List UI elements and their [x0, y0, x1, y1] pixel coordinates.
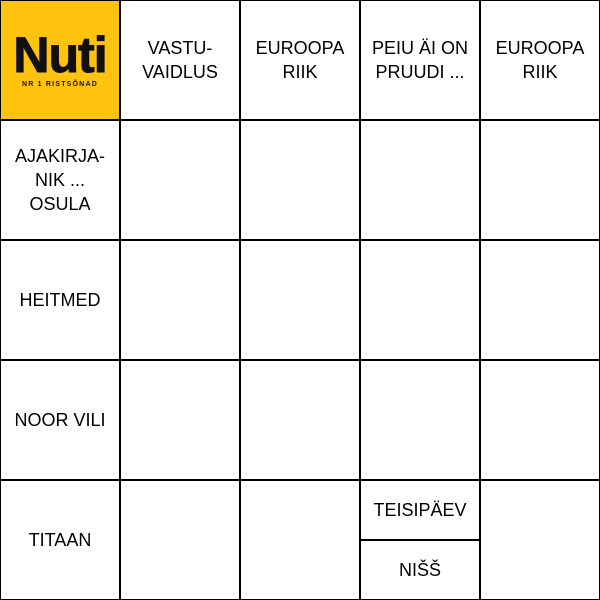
answer-cell[interactable] — [121, 361, 239, 479]
answer-cell[interactable] — [481, 361, 599, 479]
answer-cell[interactable] — [361, 121, 479, 239]
split-clue-cell — [361, 481, 479, 599]
answer-cell[interactable] — [481, 481, 599, 599]
nuti-logo — [1, 1, 119, 119]
clue-text: NIŠŠ — [398, 560, 441, 580]
answer-cell[interactable] — [361, 361, 479, 479]
clue-text: TEISIPÄEV — [373, 500, 467, 520]
clue-text: EUROOPA RIIK — [255, 38, 345, 82]
logo-wordmark: Nuti — [13, 27, 107, 83]
clue-cell-left-1 — [1, 121, 119, 239]
answer-cell[interactable] — [121, 121, 239, 239]
clue-text: VASTU- VAIDLUS — [142, 38, 218, 82]
clue-text: EUROOPA RIIK — [495, 38, 585, 82]
answer-cell[interactable] — [241, 361, 359, 479]
clue-cell-top-3 — [361, 1, 479, 119]
answer-cell[interactable] — [241, 241, 359, 359]
clue-cell-split-bottom — [361, 541, 479, 599]
clue-cell-top-4 — [481, 1, 599, 119]
answer-cell[interactable] — [121, 241, 239, 359]
answer-cell[interactable] — [241, 121, 359, 239]
answer-cell[interactable] — [481, 241, 599, 359]
clue-cell-top-2 — [241, 1, 359, 119]
clue-cell-top-1 — [121, 1, 239, 119]
answer-cell[interactable] — [121, 481, 239, 599]
clue-text: HEITMED — [19, 290, 101, 310]
answer-cell[interactable] — [361, 241, 479, 359]
clue-cell-left-3 — [1, 361, 119, 479]
clue-text: AJAKIRJA- NIK ... OSULA — [14, 146, 106, 214]
clue-text: TITAAN — [28, 530, 92, 550]
clue-text: NOOR VILI — [14, 410, 106, 430]
clue-cell-left-2 — [1, 241, 119, 359]
clue-text: PEIU ÄI ON PRUUDI ... — [371, 38, 469, 82]
clue-cell-left-4 — [1, 481, 119, 599]
logo-tagline: NR 1 RISTSÕNAD — [22, 81, 98, 88]
answer-cell[interactable] — [241, 481, 359, 599]
answer-cell[interactable] — [481, 121, 599, 239]
clue-cell-split-top — [361, 481, 479, 539]
